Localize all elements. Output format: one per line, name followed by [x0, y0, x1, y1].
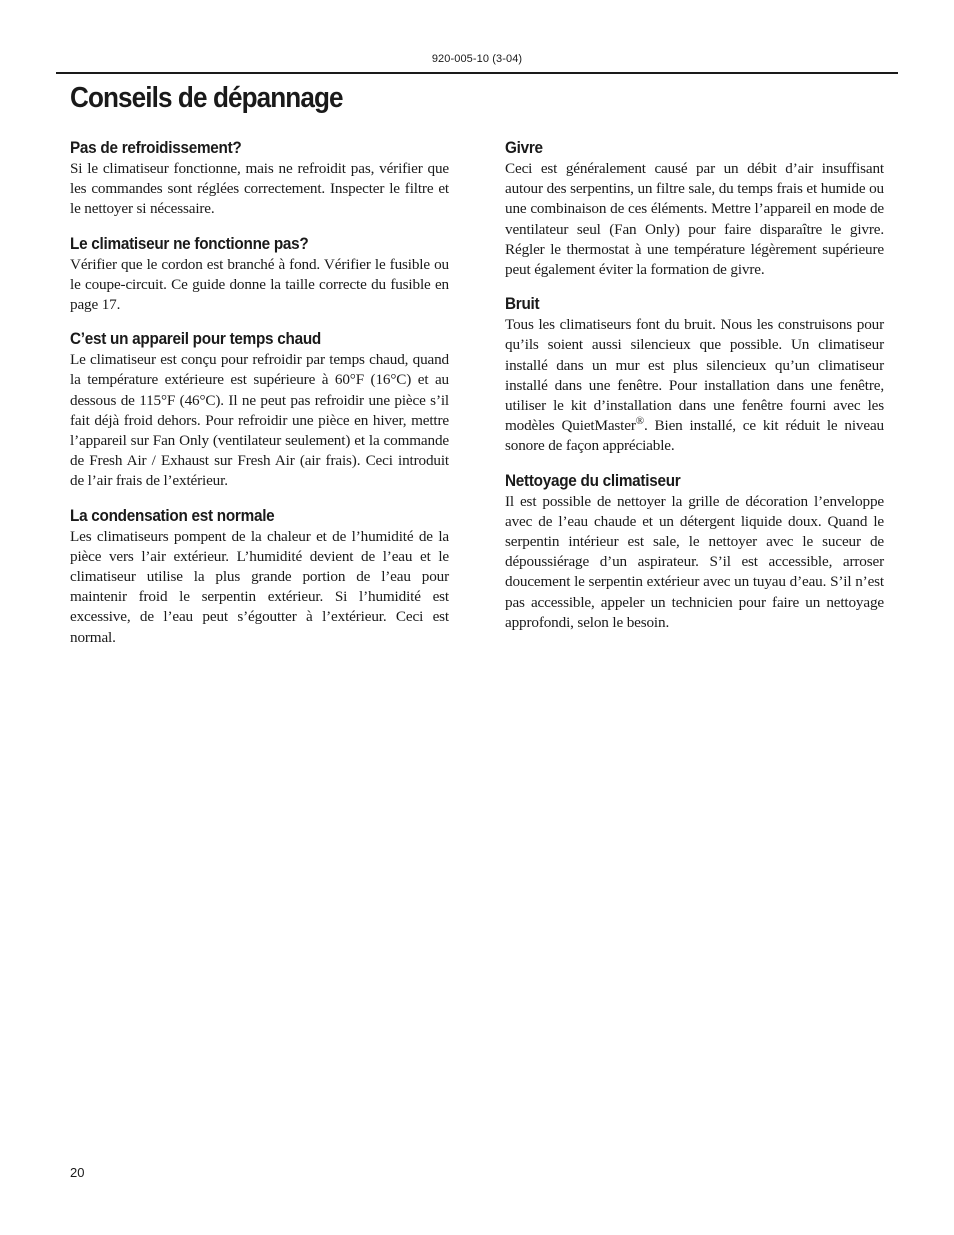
section-body: Le climatiseur est conçu pour refroidir par temps chaud, quand la température extérieure est supérieure à 60°F (16°C) et au dessous de 115°F (46°C). Il ne peut pas refroidir une pièce s’il fait déjà froid dehors. Pour refroidir une pièce en hiver, mettre l’appareil sur Fan Only (ventilateur seulement) et la commande de Fresh Air / Exhaust sur Fresh Air (air frais). Ceci introduit de l’air frais de l’extérieur.: [70, 351, 449, 490]
noise-body-text-end: . Bien installé, ce kit réduit le niveau sonore de façon appréciable.: [505, 417, 884, 455]
document-code: 920-005-10 (3-04): [431, 53, 523, 65]
section-heading: Givre: [505, 138, 543, 157]
noise-body-text: Tous les climatiseurs font du bruit. Nous les construisons pour qu’ils soient aussi silencieux que possible. Un climatiseur installé dans un mur est plus silencieux qu’un climatiseur installé dans une fenêtre. Pour installation dans une fenêtre, utiliser le kit d’installation dans une fenêtre fourni avec les modèles QuietMaster: [505, 316, 884, 435]
section-heading: La condensation est normale: [70, 505, 275, 525]
section-no-cooling: [70, 138, 449, 220]
section-heading: Bruit: [505, 294, 540, 314]
registered-mark: ®: [635, 415, 644, 428]
section-body: Il est possible de nettoyer la grille de décoration l’enveloppe avec de l’eau chaude et un détergent liquide doux. Quand le serpentin intérieur est sale, le nettoyer avec le suceur de dépoussiérage d’un aspirateur. S’il est accessible, arroser doucement le serpentin extérieur avec un tuyau d’eau. S’il n’est pas accessible, appeler un technicien pour faire un nettoyage approfondi, selon le besoin.: [505, 492, 884, 631]
section-heading: Nettoyage du climatiseur: [505, 470, 681, 490]
left-column: [70, 138, 449, 662]
section-hot-weather: [70, 329, 449, 491]
section-heading: Le climatiseur ne fonctionne pas?: [70, 233, 309, 253]
section-not-running: [70, 234, 449, 316]
section-body: Les climatiseurs pompent de la chaleur et de l’humidité de la pièce vers l’air extérieur. L’humidité devient de l’eau et le climatiseur utilise la plus grande portion de l’eau pour maintenir froid le serpentin extérieur. Si l’humidité est excessive, de l’eau peut s’égoutter à l’extérieur. Ceci est normal.: [70, 527, 449, 646]
section-body: [505, 315, 884, 456]
header-rule: [56, 72, 898, 74]
section-heading: Pas de refroidissement?: [70, 138, 242, 157]
section-body: Ceci est généralement causé par un débit d’air insuffisant autour des serpentins, un filtre sale, du temps frais et humide ou une combinaison de ces éléments. Mettre l’appareil en mode de ventilateur seul (Fan Only) pour faire disparaître le givre. Régler le thermostat à une température légèrement supérieure peut également éviter la formation de givre.: [505, 160, 884, 279]
section-heading: C’est un appareil pour temps chaud: [70, 329, 321, 349]
page-title: Conseils de dépannage: [70, 82, 343, 114]
section-body: Si le climatiseur fonctionne, mais ne refroidit pas, vérifier que les commandes sont réglées correctement. Inspecter le filtre et le nettoyer si nécessaire.: [70, 160, 449, 218]
section-noise: [505, 294, 884, 456]
section-cleaning: [505, 471, 884, 633]
section-frost: [505, 138, 884, 280]
section-body: Vérifier que le cordon est branché à fond. Vérifier le fusible ou le coupe-circuit. Ce guide donne la taille correcte du fusible en page 17.: [70, 255, 449, 314]
page-number: 20: [70, 1165, 85, 1180]
section-condensation: [70, 506, 449, 648]
right-column: [505, 138, 884, 647]
